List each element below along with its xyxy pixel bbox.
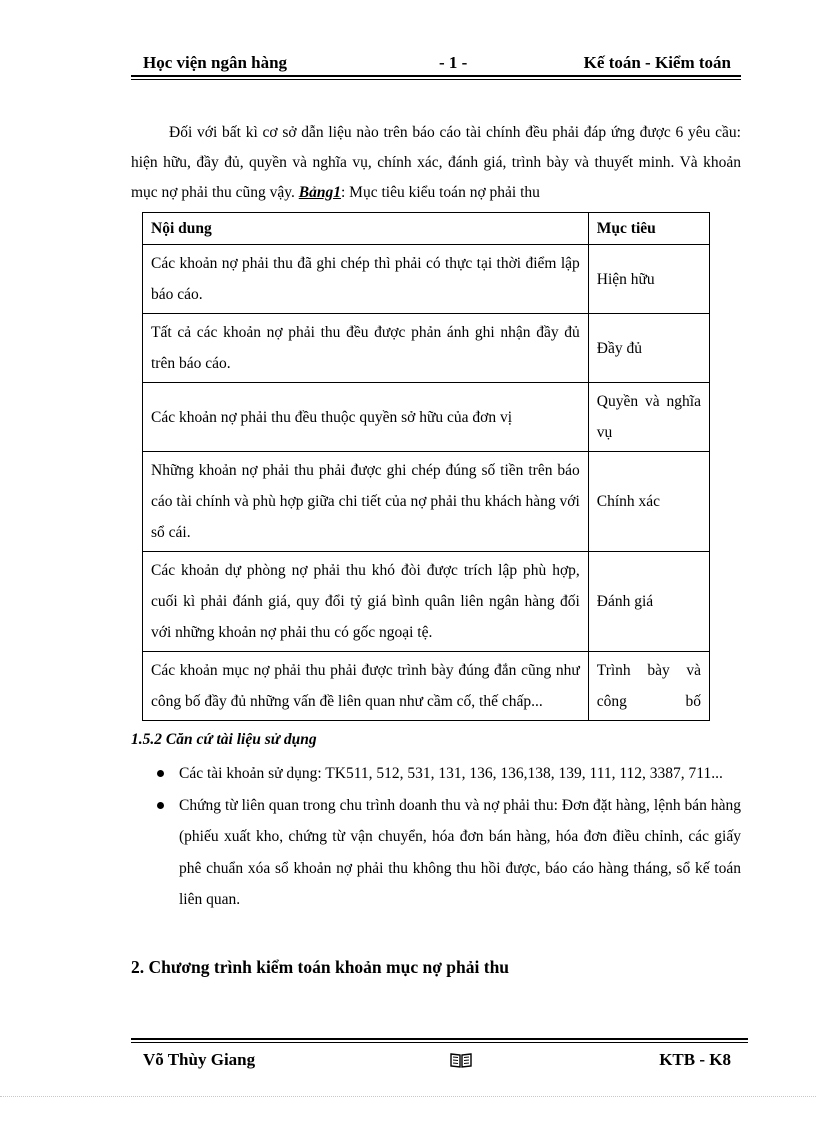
section-heading: 2. Chương trình kiểm toán khoản mục nợ phải thu <box>131 957 510 977</box>
table-header-row <box>143 213 710 245</box>
table-row <box>143 552 710 652</box>
row-content: Các khoản nợ phải thu đã ghi chép thì phải có thực tại thời điểm lập báo cáo. <box>143 245 589 314</box>
row-objective: Trình bày và công bố <box>588 652 709 721</box>
footer-author: Võ Thùy Giang <box>143 1050 256 1069</box>
row-objective: Đánh giá <box>588 552 709 652</box>
row-content: Các khoản dự phòng nợ phải thu khó đòi được trích lập phù hợp, cuối kì phải đánh giá, quy đổi tỷ giá bình quân liên ngân hàng đối với những khoản nợ phải thu có gốc ngoại tệ. <box>143 552 589 652</box>
row-content: Các khoản nợ phải thu đều thuộc quyền sở hữu của đơn vị <box>143 383 589 452</box>
header-department: Kế toán - Kiểm toán <box>583 53 731 72</box>
footer-class: KTB - K8 <box>659 1050 731 1069</box>
footer-rule <box>131 1038 748 1040</box>
list-item-text: Các tài khoản sử dụng: TK511, 512, 531, 131, 136, 136,138, 139, 111, 112, 3387, 711... <box>179 765 723 782</box>
table-row <box>143 245 710 314</box>
page-edge <box>0 1096 816 1097</box>
footer-rule-thin <box>131 1042 748 1043</box>
list-item-text: Chứng từ liên quan trong chu trình doanh thu và nợ phải thu: Đơn đặt hàng, lệnh bán hàng (phiếu xuất kho, chứng từ vận chuyển, hóa đơn bán hàng, hóa đơn điều chỉnh, các giấy phê chuẩn xóa sổ khoản nợ phải thu không thu hồi được, báo cáo hàng tháng, sổ kế toán liên quan. <box>179 796 741 908</box>
row-content: Tất cả các khoản nợ phải thu đều được phản ánh ghi nhận đầy đủ trên báo cáo. <box>143 314 589 383</box>
document-list <box>131 758 741 916</box>
bullet-icon <box>157 802 164 809</box>
page-header <box>131 50 741 76</box>
table-row <box>143 314 710 383</box>
page-number: - 1 - <box>439 53 468 72</box>
row-content: Các khoản mục nợ phải thu phải được trình bày đúng đắn cũng như công bố đầy đủ những vấn đề liên quan như cầm cố, thế chấp... <box>143 652 589 721</box>
intro-text: Đối với bất kì cơ sở dẫn liệu nào trên báo cáo tài chính đều phải đáp ứng được 6 yêu cầu: hiện hữu, đầy đủ, quyền và nghĩa vụ, chính xác, đánh giá, trình bày và thuyết minh. Và khoản mục nợ phải thu cũng vậy. <box>131 124 741 201</box>
header-rule <box>131 75 741 77</box>
page-footer <box>131 1050 741 1076</box>
list-item <box>131 790 741 916</box>
column-header-objective: Mục tiêu <box>588 213 709 245</box>
audit-objectives-table <box>142 212 710 721</box>
table-row <box>143 383 710 452</box>
header-institution: Học viện ngân hàng <box>143 53 288 72</box>
column-header-content: Nội dung <box>143 213 589 245</box>
row-objective: Hiện hữu <box>588 245 709 314</box>
row-objective: Chính xác <box>588 452 709 552</box>
bullet-icon <box>157 770 164 777</box>
table-reference: Bảng1 <box>298 184 341 201</box>
row-objective: Quyền và nghĩa vụ <box>588 383 709 452</box>
list-item <box>131 758 741 790</box>
table-caption: : Mục tiêu kiểu toán nợ phải thu <box>340 184 540 201</box>
subsection-heading: 1.5.2 Căn cứ tài liệu sử dụng <box>131 731 317 748</box>
table-row <box>143 652 710 721</box>
intro-paragraph <box>131 118 741 208</box>
book-icon <box>450 1052 472 1068</box>
row-objective: Đầy đủ <box>588 314 709 383</box>
row-content: Những khoản nợ phải thu phải được ghi chép đúng số tiền trên báo cáo tài chính và phù hợp giữa chi tiết của nợ phải thu khách hàng với sổ cái. <box>143 452 589 552</box>
header-rule-thin <box>131 79 741 80</box>
table-row <box>143 452 710 552</box>
